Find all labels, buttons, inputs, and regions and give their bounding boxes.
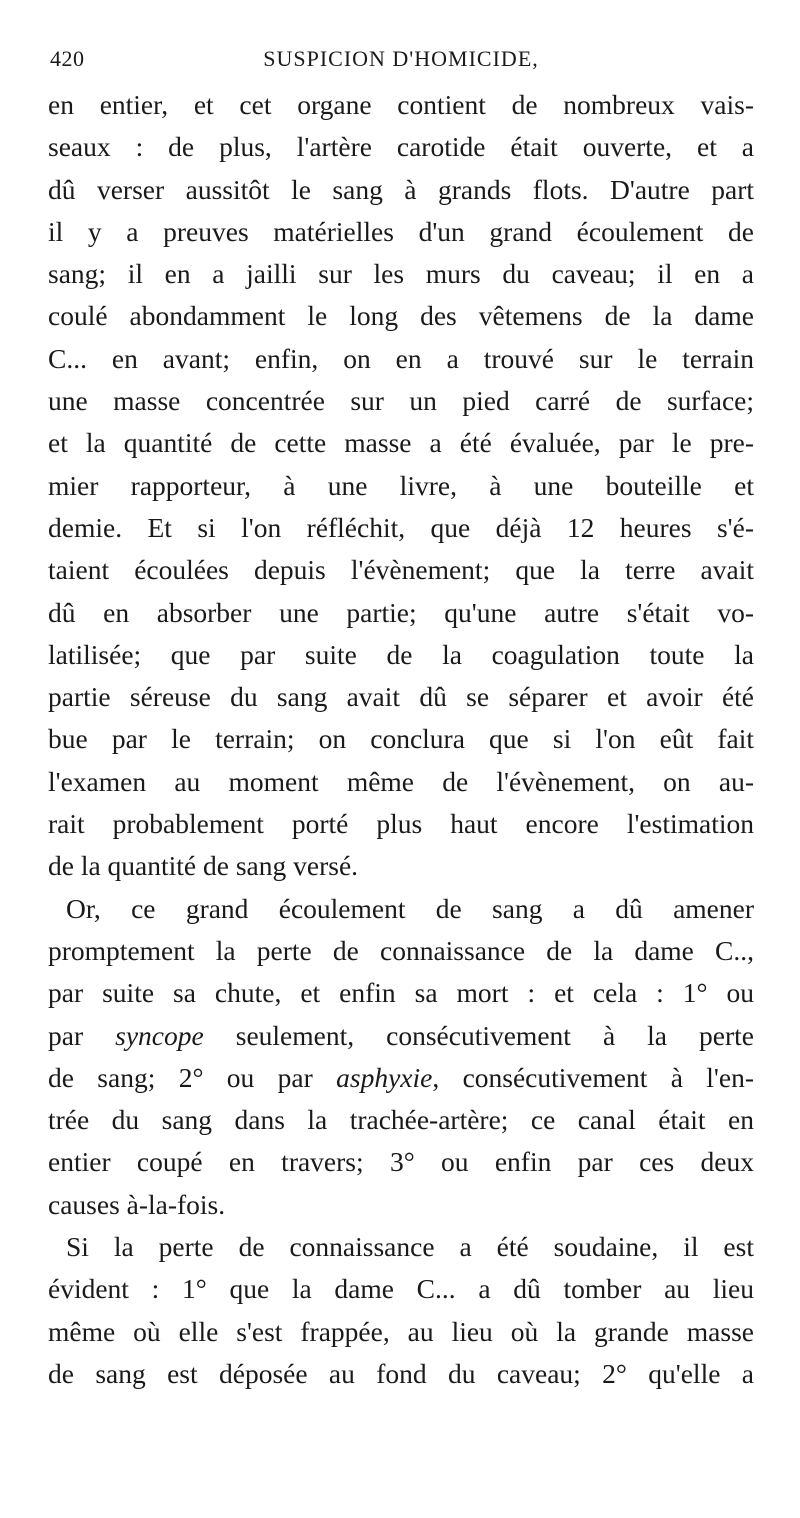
text-line: l'examen au moment même de l'évènement, on au- [48, 765, 754, 797]
paragraph [48, 1226, 754, 1395]
text-line: Or, ce grand écoulement de sang a dû amener [66, 892, 754, 924]
text-line: une masse concentrée sur un pied carré de surface; [48, 385, 754, 417]
text-line: de sang est déposée au fond du caveau; 2° qu'elle a [48, 1357, 754, 1389]
text-line: latilisée; que par suite de la coagulation toute la [48, 638, 754, 670]
text-line: de sang; 2° ou par asphyxie, consécutivement à l'en- [48, 1061, 754, 1093]
text-line: trée du sang dans la trachée-artère; ce canal était en [48, 1104, 754, 1136]
text-line: bue par le terrain; on conclura que si l'on eût fait [48, 723, 754, 755]
text-line: partie séreuse du sang avait dû se séparer et avoir été [48, 681, 754, 713]
text-line: évident : 1° que la dame C... a dû tomber au lieu [48, 1273, 754, 1305]
text-line: coulé abondamment le long des vêtemens de la dame [48, 300, 754, 332]
text-line: entier coupé en travers; 3° ou enfin par ces deux [48, 1146, 754, 1178]
text-line: de la quantité de sang versé. [48, 850, 359, 882]
text-line: causes à-la-fois. [48, 1188, 226, 1220]
paragraph [48, 84, 754, 888]
text-line: taient écoulées depuis l'évènement; que la terre avait [48, 554, 754, 586]
text-line: dû verser aussitôt le sang à grands flots. D'autre part [48, 173, 754, 205]
text-line: Si la perte de connaissance a été soudaine, il est [66, 1231, 754, 1263]
body-text [48, 84, 754, 1395]
text-line: il y a preuves matérielles d'un grand écoulement de [48, 215, 754, 247]
text-line: sang; il en a jailli sur les murs du caveau; il en a [48, 258, 754, 290]
text-line: par syncope seulement, consécutivement à la perte [48, 1019, 754, 1051]
page-number: 420 [50, 46, 85, 71]
text-line: et la quantité de cette masse a été évaluée, par le pre- [48, 427, 754, 459]
paragraph [48, 888, 754, 1226]
text-line: en entier, et cet organe contient de nombreux vais- [48, 89, 754, 120]
text-line: seaux : de plus, l'artère carotide était ouverte, et a [48, 131, 754, 163]
running-title: SUSPICION D'HOMICIDE, [263, 46, 539, 71]
page-header [48, 40, 754, 80]
text-line: dû en absorber une partie; qu'une autre s'était vo- [48, 596, 754, 628]
text-line: même où elle s'est frappée, au lieu où la grande masse [48, 1315, 754, 1347]
text-line: C... en avant; enfin, on en a trouvé sur le terrain [48, 342, 754, 374]
text-line: promptement la perte de connaissance de la dame C.., [48, 934, 754, 966]
italic-term: syncope [115, 1019, 204, 1051]
text-line: par suite sa chute, et enfin sa mort : et cela : 1° ou [48, 977, 754, 1009]
text-line: rait probablement porté plus haut encore l'estimation [48, 808, 754, 840]
italic-term: asphyxie [336, 1061, 433, 1093]
text-line: mier rapporteur, à une livre, à une bouteille et [48, 469, 754, 501]
text-line: demie. Et si l'on réfléchit, que déjà 12 heures s'é- [48, 511, 754, 543]
